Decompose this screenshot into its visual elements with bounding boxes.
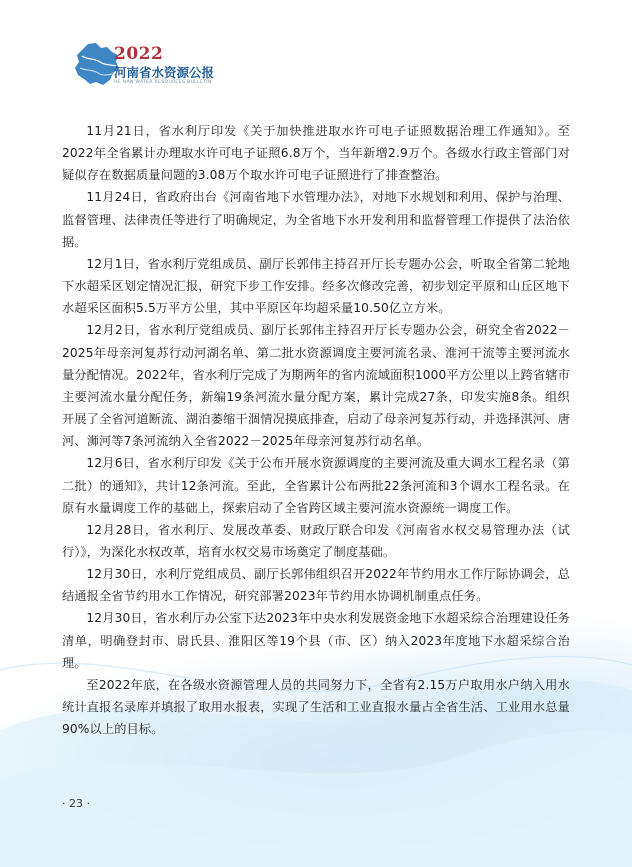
paragraph: 12月6日，省水利厅印发《关于公布开展水资源调度的主要河流及重大调水工程名录（第二批）的通知》，共计12条河流。至此，全省累计公布两批22条河流和3个调水工程名录。在原有水量调度工作的基础上，探索启动了全省跨区域主要河流水资源统一调度工作。 [62, 456, 570, 515]
paragraph: 11月24日，省政府出台《河南省地下水管理办法》，对地下水规划和利用、保护与治理、监督管理、法律责任等进行了明确规定，为全省地下水开发利用和监督管理工作提供了法治依据。 [62, 190, 570, 249]
paragraph: 12月30日，省水利厅办公室下达2023年中央水利发展资金地下水超采综合治理建设任务清单，明确登封市、尉氏县、淮阳区等19个县（市、区）纳入2023年度地下水超采综合治理。 [62, 611, 570, 670]
report-year: 2022 [114, 44, 164, 64]
report-title: 河南省水资源公报 [114, 65, 215, 80]
paragraph: 至2022年底，在各级水资源管理人员的共同努力下，全省有2.15万户取用水户纳入用水统计直报名录库并填报了取用水报表，实现了生活和工业直报水量占全省生活、工业用水总量90%以上的目标。 [62, 677, 570, 737]
paragraph: 12月1日，省水利厅党组成员、副厅长郭伟主持召开厅长专题办公会，听取全省第二轮地下水超采区划定情况汇报，研究下步工作安排。经多次修改完善，初步划定平原和山丘区地下水超采区面积5.5万平方公里，其中平原区年均超采量10.50亿立方米。 [62, 256, 570, 316]
report-subtitle: HE NAN WATER RESOURCES BULLETIN [114, 80, 212, 85]
paragraph: 12月30日，水利厅党组成员、副厅长郭伟组织召开2022年节约用水工作厅际协调会，总结通报全省节约用水工作情况，研究部署2023年节约用水协调机制重点任务。 [62, 567, 570, 604]
paragraph: 11月21日，省水利厅印发《关于加快推进取水许可电子证照数据治理工作通知》。至2022年全省累计办理取水许可电子证照6.8万个，当年新增2.9万个。各级水行政主管部门对疑似存在数据质量问题的3.08万个取水许可电子证照进行了排查整治。 [62, 124, 570, 183]
bulletin-header [74, 42, 274, 94]
paragraph: 12月2日，省水利厅党组成员、副厅长郭伟主持召开厅长专题办公会，研究全省2022－2025年母亲河复苏行动河湖名单、第二批水资源调度主要河流名录、淮河干流等主要河流水量分配情况。2022年，省水利厅完成了为期两年的省内流域面积1000平方公里以上跨省辖市主要河流水量分配任务，新编19条河流水量分配方案，累计完成27条，印发实施8条。组织开展了全省河道断流、湖泊萎缩干涸情况摸底排查，启动了母亲河复苏行动，并选择淇河、唐河、浉河等7条河流纳入全省2022－2025年母亲河复苏行动名单。 [62, 323, 570, 449]
paragraph: 12月28日，省水利厅、发展改革委、财政厅联合印发《河南省水权交易管理办法（试行）》，为深化水权改革，培育水权交易市场奠定了制度基础。 [62, 522, 570, 559]
page-number: · 23 · [62, 797, 90, 810]
body-text [62, 120, 570, 740]
